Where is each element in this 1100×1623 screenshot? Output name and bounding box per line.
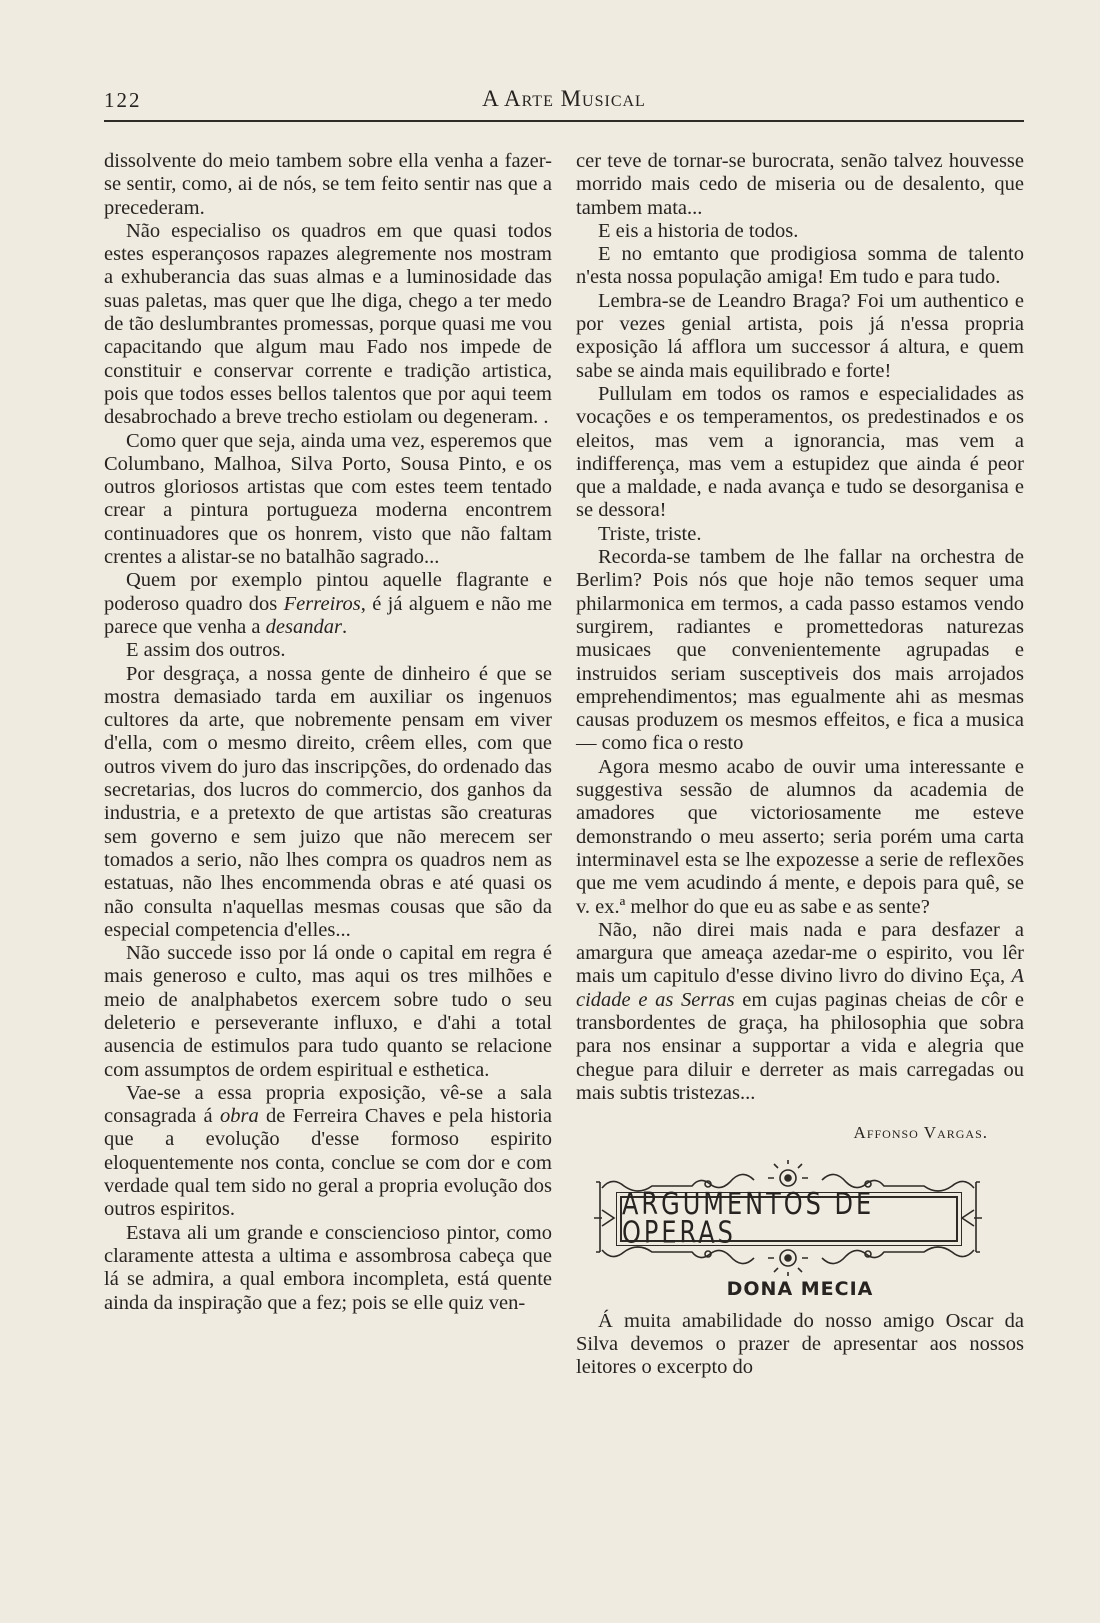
header-rule <box>104 120 1024 122</box>
article-title: DONA MECIA <box>726 1278 874 1301</box>
paragraph: Por desgraça, a nossa gente de dinheiro é que se mostra demasiado tarda em auxiliar os ingenuos cultores da arte, que nobremente pensam em viver d'ella, com o mesmo direito, crêem elles, com que outros vivem do juro das inscripções, do ordenado das secretarias, dos lucros do commercio, dos ganhos da industria, e a pretexto de que artistas são creaturas sem governo e sem juizo que não merecem ser tomados a serio, não lhes compra os quadros nem as estatuas, não lhes encommenda obras e até quasi os não consulta n'aquellas mesmas cousas que são da especial competencia d'elles... <box>104 662 552 941</box>
paragraph: Pullulam em todos os ramos e especialidades as vocações e os temperamentos, os predestinados e os eleitos, mas vem a ignorancia, mas vem a indifferença, mas vem a estupidez que ainda é peor que a maldade, e nada avança e tudo se desorganisa e se dessora! <box>576 382 1024 522</box>
page-header <box>104 84 1024 118</box>
text-run: , é já alguem e não me parece que venha a <box>104 592 552 638</box>
section-title: ARGUMENTOS DE OPERAS <box>622 1186 875 1251</box>
italic-title: A cidade e as Serras <box>576 965 1024 1011</box>
paragraph: cer teve de tornar-se burocrata, senão talvez houvesse morrido mais cedo de miseria ou de desalento, que tambem mata... <box>576 150 1024 219</box>
paragraph: Á muita amabilidade do nosso amigo Oscar da Silva devemos o prazer de apresentar aos nossos leitores o excerpto do <box>576 1309 1024 1379</box>
paragraph <box>104 1082 552 1222</box>
text-run: de Ferreira Chaves e pela historia que a evolução d'esse formoso espirito eloquentemente nos conta, conclue se com dor e com verdade qual tem sido no geral a propria evolução dos outros espiritos. <box>104 1105 552 1221</box>
paragraph: Não especialiso os quadros em que quasi todos estes esperançosos rapazes alegremente nos mostram a exhuberancia das suas almas e a luminosidade das suas paletas, mas quer que lhe diga, chego a ter medo de tão deslumbrantes promessas, porque quasi me vou capacitando que algum mau Fado nos impede de constituir e conservar corrente e tradição artistica, pois que todos esses bellos talentos que por aqui teem desabrochado a breve trecho estiolam ou degeneram. . <box>104 219 552 429</box>
paragraph: Não succede isso por lá onde o capital em regra é mais generoso e culto, mas aqui os tres milhões e meio de analphabetos exercem sobre tudo o seu deleterio e perseverante influxo, e d'ahi a total ausencia de estimulos para tudo quanto se relacione com assumptos de ordem espiritual e esthetica. <box>104 942 552 1081</box>
paragraph: Estava ali um grande e consciencioso pintor, como claramente attesta a ultima e assombrosa cabeça que lá se admira, a qual embora incompleta, está quente ainda da inspiração que a fez; pois se elle quiz ven- <box>104 1221 552 1314</box>
text-run: . <box>341 615 348 638</box>
text-run: Vae-se a essa propria exposição, vê-se a sala consagrada á <box>104 1081 552 1128</box>
paragraph: E no emtanto que prodigiosa somma de talento n'esta nossa população amiga! Em tudo e para tudo. <box>576 243 1024 289</box>
paragraph: Lembra-se de Leandro Braga? Foi um authentico e por vezes genial artista, pois já n'essa propria exposição lá afflora um successor á altura, e quem sabe se ainda mais equilibrado e forte! <box>576 289 1024 382</box>
paragraph: Triste, triste. <box>598 522 702 545</box>
paragraph: Recorda-se tambem de lhe fallar na orchestra de Berlim? Pois nós que hoje não temos sequer uma philarmonica em termos, a cada passo estamos vendo surgirem, radiantes e promettedoras naturezas musicaes que convenientemente agrupadas e instruidos seriam susceptiveis dos mais arrojados emprehendimentos; mas egualmente ahi as mesmas causas produzem os mesmos effeitos, e fica a musica — como fica o resto <box>576 546 1024 755</box>
section-ornament <box>588 1158 988 1276</box>
text-run: em cujas paginas cheias de côr e transbordentes de graça, ha philosophia que sobra para nos ensinar a supportar a vida e alegria que chegue para diluir e derreter as mais carregadas ou mais subtis tristezas... <box>576 988 1024 1104</box>
paragraph: Como quer que seja, ainda uma vez, esperemos que Columbano, Malhoa, Silva Porto, Sousa Pinto, e os outros gloriosos artistas que com estes teem tentado crear a pintura portugueza moderna encontrem continuadores que os honrem, visto que não faltam crentes a alistar-se no batalhão sagrado... <box>104 429 552 569</box>
paragraph: Agora mesmo acabo de ouvir uma interessante e suggestiva sessão de alumnos da academia de amadores que victoriosamente me esteve demonstrando o meu asserto; seria porém uma carta interminavel esta se lhe expozesse a serie de reflexões que me vem acudindo á mente, e depois para quê, se v. ex.ª melhor do que eu as sabe e as sente? <box>576 755 1024 918</box>
italic-word: desandar <box>265 615 342 638</box>
text-run: Não, não direi mais nada e para desfazer a amargura que ameaça azedar-me o espirito, vou lêr mais um capitulo d'esse divino livro do divino Eça, <box>576 918 1024 988</box>
paragraph: E assim dos outros. <box>126 639 286 662</box>
paragraph: E eis a historia de todos. <box>598 219 799 242</box>
section-title-box <box>620 1186 958 1251</box>
paragraph <box>576 919 1024 1105</box>
running-head: A Arte Musical <box>482 86 646 111</box>
page-number: 122 <box>104 88 142 112</box>
right-column <box>576 150 1024 1380</box>
paragraph: dissolvente do meio tambem sobre ella venha a fazer-se sentir, como, ai de nós, se tem feito sentir nas que a precederam. <box>104 150 552 219</box>
paragraph <box>104 569 552 639</box>
author-signature: Affonso Vargas. <box>853 1123 988 1143</box>
italic-title: Ferreiros <box>283 592 361 615</box>
italic-word: obra <box>219 1105 259 1128</box>
text-run: Quem por exemplo pintou aquelle flagrante e poderoso quadro dos <box>104 569 552 615</box>
left-column <box>104 150 552 1315</box>
